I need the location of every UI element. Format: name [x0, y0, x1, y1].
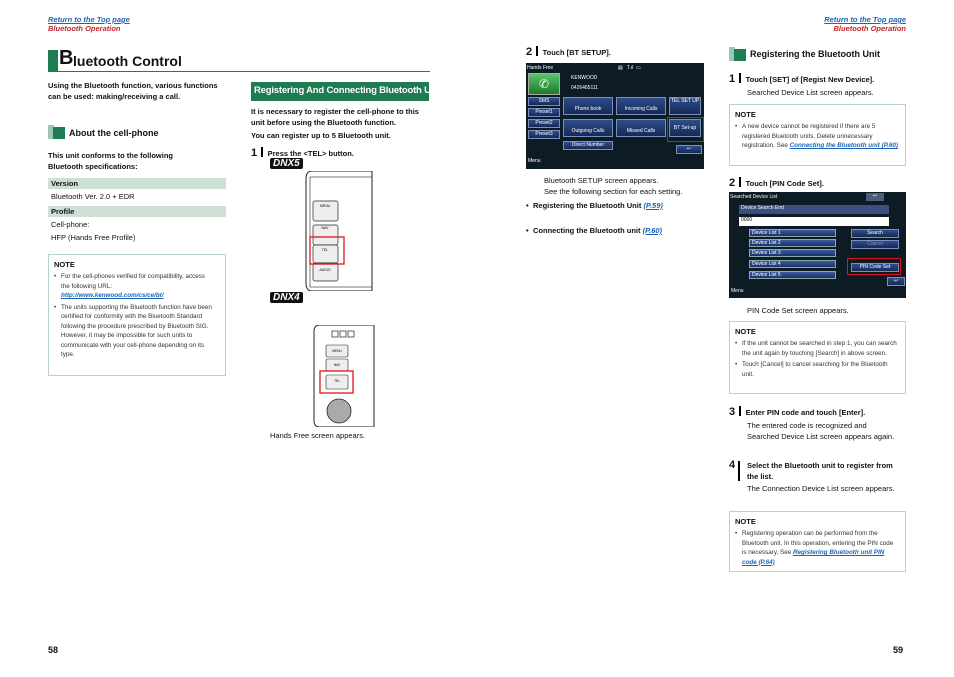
title-accent-bar — [48, 50, 58, 72]
ref-bullet-text: Registering the Bluetooth Unit — [533, 201, 642, 210]
note-link-p60[interactable]: Connecting the Bluetooth unit (P.60) — [789, 142, 898, 149]
menu-button[interactable]: Menu — [731, 288, 744, 294]
step-divider — [739, 177, 741, 187]
pin-code-set-highlight — [847, 258, 901, 275]
right-note-3 — [729, 511, 906, 572]
note-link-p64[interactable]: Registering Bluetooth unit PIN code (P.64) — [742, 549, 885, 566]
preset3-button[interactable]: Preset3 — [528, 130, 560, 139]
profile-value1: Cell-phone: — [51, 220, 90, 229]
version-label: Version — [48, 178, 226, 189]
note-item-text: For the cell-phones verified for compatibility, access the following URL: — [61, 273, 206, 290]
note-item — [735, 529, 898, 567]
left-note — [48, 254, 226, 376]
svg-text:TEL: TEL — [334, 379, 340, 383]
note-title: NOTE — [735, 110, 756, 119]
phone-book-button[interactable]: Phone book — [563, 97, 613, 115]
missed-calls-button[interactable]: Missed Calls — [616, 119, 666, 137]
dnx4-tag: DNX4 — [270, 292, 303, 303]
step-number: 1 — [729, 73, 736, 85]
right-heading-text: Registering the Bluetooth Unit — [750, 49, 880, 59]
back-button[interactable]: ↩ — [887, 277, 905, 286]
right-step3 — [729, 406, 865, 418]
step-text: Press the <TEL> button. — [267, 149, 354, 158]
return-to-top-link[interactable]: Return to the Top page — [824, 15, 906, 24]
phone-icon: ✆ — [528, 73, 560, 95]
dnx5-menu-label: MENU — [319, 204, 331, 208]
step1-desc: Searched Device List screen appears. — [747, 88, 874, 97]
about-text: This unit conforms to the following Bluetooth specifications: — [48, 151, 173, 171]
header-back-button[interactable]: ↩ — [866, 193, 884, 201]
phone-number: 0426465111 — [571, 85, 599, 91]
step2-desc: PIN Code Set screen appears. — [747, 306, 849, 315]
note-item — [735, 339, 898, 358]
dnx5-device-illustration — [300, 171, 375, 291]
step-divider — [536, 46, 538, 56]
device-row-4[interactable]: Device List 4 — [749, 260, 836, 268]
note-item — [54, 303, 214, 360]
step-number: 2 — [729, 177, 736, 189]
middle-p2: You can register up to 5 Bluetooth unit. — [251, 131, 391, 140]
step-number: 1 — [251, 147, 258, 159]
ref-link-p60[interactable]: (P.60) — [642, 226, 663, 235]
sms-button[interactable]: SMS — [528, 97, 560, 106]
right-note-2 — [729, 321, 906, 394]
middle-step2 — [526, 46, 611, 58]
see-following: See the following section for each setting. — [544, 187, 683, 196]
note-item — [735, 122, 898, 151]
step-number: 2 — [526, 46, 533, 58]
search-button[interactable]: Search — [851, 229, 899, 238]
step-text: Touch [PIN Code Set]. — [745, 179, 824, 188]
preset2-button[interactable]: Preset2 — [528, 119, 560, 128]
bt-setup-appears: Bluetooth SETUP screen appears. — [544, 176, 659, 185]
direct-number-button[interactable]: Direct Number — [563, 141, 613, 150]
version-value: Bluetooth Ver. 2.0 + EDR — [51, 192, 135, 201]
outgoing-calls-button[interactable]: Outgoing Calls — [563, 119, 613, 137]
device-row-2[interactable]: Device List 2 — [749, 239, 836, 247]
step-divider — [739, 73, 741, 83]
about-heading-text: About the cell-phone — [69, 128, 159, 138]
ref-bullet-text: Connecting the Bluetooth unit — [533, 226, 641, 235]
svg-text:MENU: MENU — [332, 349, 342, 353]
right-note-1 — [729, 104, 906, 166]
step-divider — [261, 147, 263, 157]
device-row-5[interactable]: Device List 5 — [749, 271, 836, 279]
note-title: NOTE — [735, 517, 756, 526]
search-end-bar: Device Search End — [739, 205, 889, 214]
step-text: Touch [BT SETUP]. — [542, 48, 611, 57]
note-item-text: Registering operation can be performed from the Bluetooth unit. In this operation, entering the PIN code is necessary. See — [742, 530, 894, 556]
back-button[interactable]: ↩ — [676, 145, 702, 154]
step-divider — [738, 461, 740, 481]
right-step2 — [729, 177, 824, 189]
bluetooth-operation-link[interactable]: Bluetooth Operation — [48, 24, 121, 33]
incoming-calls-button[interactable]: Incoming Calls — [616, 97, 666, 115]
tel-set-up-button[interactable]: TEL SET UP — [669, 97, 701, 115]
note-item — [54, 272, 214, 301]
middle-step1 — [251, 147, 354, 159]
note-item — [735, 360, 898, 379]
profile-label: Profile — [48, 206, 226, 217]
note-item-text: If the unit cannot be searched in step 1, you can search the unit again by touching [Search] in above screen. — [742, 340, 897, 357]
step-text: Enter PIN code and touch [Enter]. — [745, 408, 866, 417]
step-number: 4 — [729, 459, 736, 471]
step-text: Select the Bluetooth unit to register from the list. — [747, 461, 893, 481]
dnx5-tag: DNX5 — [270, 158, 303, 169]
bt-setup-highlight — [667, 117, 704, 142]
dnx5-tel-label: TEL — [321, 248, 329, 252]
step-divider — [739, 406, 741, 416]
screen-title: Searched Device List — [730, 194, 778, 200]
section-heading-text: Registering And Connecting Bluetooth Unit — [254, 85, 442, 96]
hands-free-appears: Hands Free screen appears. — [270, 431, 366, 440]
right-nav — [780, 15, 906, 33]
step4-desc: The Connection Device List screen appears. — [747, 484, 895, 493]
dnx5-audio-label: AUDIO — [319, 268, 331, 272]
preset1-button[interactable]: Preset1 — [528, 108, 560, 117]
searched-device-list-screen — [729, 192, 906, 298]
heading-square — [53, 127, 65, 139]
title-text: luetooth Control — [73, 53, 182, 69]
ref-link-p59[interactable]: (P.59) — [643, 201, 663, 210]
profile-value2: HFP (Hands Free Profile) — [51, 233, 136, 242]
note-item-text: However, it may be impossible for such units to communicate with your cell-phone depending on its type. — [61, 332, 205, 358]
step-text: Touch [SET] of [Regist New Device]. — [745, 75, 875, 84]
note-item-text: A new device cannot be registered if there are 5 registered Bluetooth units. Delete unnecessary registration. See — [742, 123, 876, 149]
bt-set-up-button[interactable]: BT Set-up — [669, 119, 701, 137]
code-bar: 0000 — [739, 217, 889, 226]
note-title: NOTE — [54, 260, 75, 269]
step3-desc: The entered code is recognized and Searched Device List screen appears again. — [747, 421, 895, 441]
step-number: 3 — [729, 406, 736, 418]
status-icons: ▤ T.ıl ▭ — [618, 65, 641, 71]
left-nav — [48, 15, 130, 33]
intro-text: Using the Bluetooth function, various functions can be used: making/receiving a call. — [48, 81, 218, 101]
screen-title: Hands Free — [527, 65, 554, 71]
note-item-text: The units supporting the Bluetooth function have been certified for conformity with the Bluetooth Standard following the procedure prescribed by Bluetooth SIG. — [61, 303, 212, 330]
pin-code-set-button[interactable]: PIN Code Set — [851, 263, 899, 272]
cancel-button[interactable]: Cancel — [851, 240, 899, 249]
brand-name: KENWOOD — [571, 75, 598, 81]
note-title: NOTE — [735, 327, 756, 336]
dnx5-nav-label: NAV — [321, 226, 329, 230]
svg-text:NAV: NAV — [333, 363, 341, 367]
page-number-left: 58 — [48, 645, 59, 655]
device-row-3[interactable]: Device List 3 — [749, 249, 836, 257]
kenwood-url-link[interactable]: http://www.kenwood.com/cs/ce/bt/ — [61, 292, 164, 299]
hands-free-screen — [526, 63, 704, 169]
bluetooth-operation-link[interactable]: Bluetooth Operation — [833, 24, 906, 33]
section-heading — [251, 82, 442, 101]
return-to-top-link[interactable]: Return to the Top page — [48, 15, 130, 24]
heading-square — [734, 49, 746, 61]
dnx4-device-illustration — [306, 325, 376, 427]
page-title — [48, 47, 430, 72]
right-step1 — [729, 73, 874, 85]
note-item-text: Touch [Cancel] to cancel searching for the Bluetooth unit. — [742, 361, 888, 378]
middle-p1: It is necessary to register the cell-phone to this unit before using the Bluetooth function. — [251, 107, 419, 127]
page-number-right: 59 — [893, 645, 904, 655]
title-big-letter: B — [59, 47, 74, 69]
menu-button[interactable]: Menu — [528, 158, 541, 164]
device-row-1[interactable]: Device List 1 — [749, 229, 836, 237]
